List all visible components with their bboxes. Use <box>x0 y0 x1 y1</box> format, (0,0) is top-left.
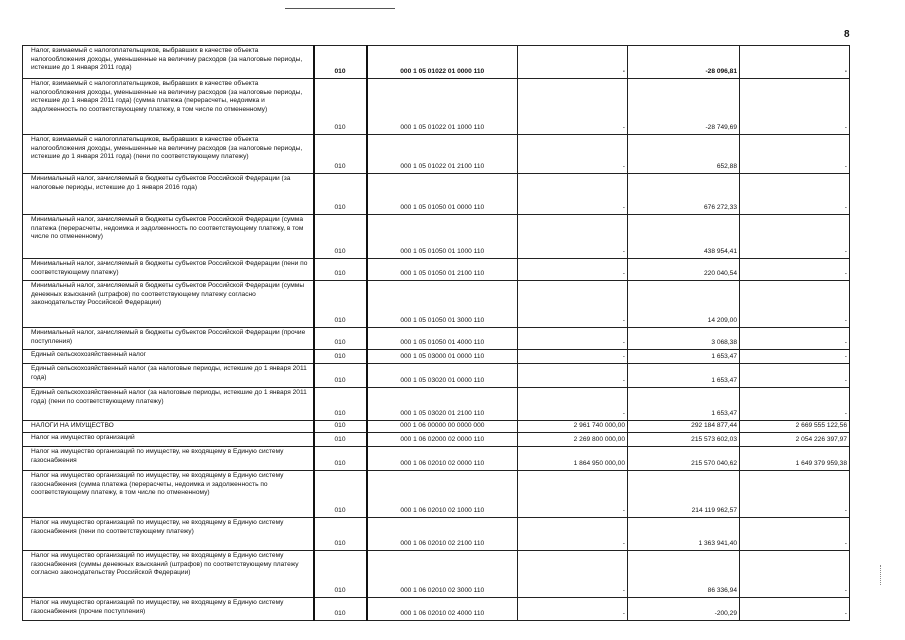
table-row <box>23 281 850 328</box>
line-code: 010 <box>314 518 367 551</box>
budget-code: 000 1 06 02000 02 0000 110 <box>367 433 518 447</box>
header-rule <box>285 8 395 9</box>
table-row <box>23 174 850 215</box>
table-row <box>23 433 850 447</box>
unexecuted-amount: - <box>740 551 850 598</box>
scan-artifact <box>880 565 882 585</box>
budget-code: 000 1 05 01050 01 4000 110 <box>367 328 518 350</box>
executed-amount: 14 209,00 <box>628 281 740 328</box>
table-row <box>23 46 850 79</box>
approved-amount: - <box>518 598 628 621</box>
unexecuted-amount: - <box>740 174 850 215</box>
unexecuted-amount: - <box>740 79 850 135</box>
executed-amount: 3 068,38 <box>628 328 740 350</box>
unexecuted-amount: - <box>740 215 850 259</box>
table-row <box>23 551 850 598</box>
line-code: 010 <box>314 215 367 259</box>
table-row <box>23 471 850 518</box>
executed-amount: 215 570 040,62 <box>628 447 740 471</box>
table-row <box>23 259 850 281</box>
line-code: 010 <box>314 79 367 135</box>
approved-amount: - <box>518 79 628 135</box>
line-code: 010 <box>314 259 367 281</box>
line-code: 010 <box>314 447 367 471</box>
line-code: 010 <box>314 281 367 328</box>
row-name: НАЛОГИ НА ИМУЩЕСТВО <box>23 421 314 433</box>
unexecuted-amount: - <box>740 471 850 518</box>
executed-amount: 215 573 602,03 <box>628 433 740 447</box>
approved-amount: - <box>518 328 628 350</box>
line-code: 010 <box>314 328 367 350</box>
row-name: Налог на имущество организаций по имуществу, не входящему в Единую систему газоснабжения (суммы денежных взысканий (штрафов) по соответствующему платежу согласно законодательству Российской Федерации) <box>23 551 314 598</box>
line-code: 010 <box>314 364 367 388</box>
approved-amount: - <box>518 46 628 79</box>
executed-amount: 1 653,47 <box>628 388 740 421</box>
budget-code: 000 1 05 03020 01 0000 110 <box>367 364 518 388</box>
budget-code: 000 1 06 02010 02 3000 110 <box>367 551 518 598</box>
executed-amount: 1 653,47 <box>628 350 740 364</box>
budget-code: 000 1 05 03000 01 0000 110 <box>367 350 518 364</box>
unexecuted-amount: - <box>740 388 850 421</box>
budget-code: 000 1 06 02010 02 0000 110 <box>367 447 518 471</box>
page-number: 8 <box>844 29 850 40</box>
budget-code: 000 1 06 00000 00 0000 000 <box>367 421 518 433</box>
executed-amount: 292 184 877,44 <box>628 421 740 433</box>
row-name: Налог, взимаемый с налогоплательщиков, выбравших в качестве объекта налогообложения доходы, уменьшенные на величину расходов (за налоговые периоды, истекшие до 1 января 2011 года) (сумма платежа (перерасчеты, недоимка и задолженность по соответствующему платежу, в том числе по отмененному) <box>23 79 314 135</box>
table-row <box>23 364 850 388</box>
budget-code: 000 1 05 01022 01 0000 110 <box>367 46 518 79</box>
approved-amount: - <box>518 388 628 421</box>
row-name: Налог на имущество организаций по имуществу, не входящему в Единую систему газоснабжения (пени по соответствующему платежу) <box>23 518 314 551</box>
approved-amount: - <box>518 518 628 551</box>
table-row <box>23 388 850 421</box>
table-row <box>23 518 850 551</box>
row-name: Минимальный налог, зачисляемый в бюджеты субъектов Российской Федерации (прочие поступления) <box>23 328 314 350</box>
executed-amount: -200,29 <box>628 598 740 621</box>
unexecuted-amount: 1 649 379 959,38 <box>740 447 850 471</box>
row-name: Единый сельскохозяйственный налог <box>23 350 314 364</box>
line-code: 010 <box>314 551 367 598</box>
row-name: Налог на имущество организаций по имуществу, не входящему в Единую систему газоснабжения (сумма платежа (перерасчеты, недоимка и задолженность по соответствующему платежу, в том числе по отмененному) <box>23 471 314 518</box>
line-code: 010 <box>314 598 367 621</box>
unexecuted-amount: - <box>740 46 850 79</box>
executed-amount: 1 653,47 <box>628 364 740 388</box>
approved-amount: 2 269 800 000,00 <box>518 433 628 447</box>
executed-amount: 214 119 962,57 <box>628 471 740 518</box>
budget-code: 000 1 05 01022 01 2100 110 <box>367 135 518 174</box>
unexecuted-amount: - <box>740 328 850 350</box>
executed-amount: 438 954,41 <box>628 215 740 259</box>
unexecuted-amount: - <box>740 364 850 388</box>
unexecuted-amount: 2 054 226 397,97 <box>740 433 850 447</box>
unexecuted-amount: - <box>740 135 850 174</box>
approved-amount: - <box>518 215 628 259</box>
budget-code: 000 1 06 02010 02 2100 110 <box>367 518 518 551</box>
unexecuted-amount: - <box>740 259 850 281</box>
budget-code: 000 1 05 01022 01 1000 110 <box>367 79 518 135</box>
row-name: Налог, взимаемый с налогоплательщиков, выбравших в качестве объекта налогообложения доходы, уменьшенные на величину расходов (за налоговые периоды, истекшие до 1 января 2011 года) <box>23 46 314 79</box>
approved-amount: 1 864 950 000,00 <box>518 447 628 471</box>
row-name: Минимальный налог, зачисляемый в бюджеты субъектов Российской Федерации (пени по соответствующему платежу) <box>23 259 314 281</box>
row-name: Единый сельскохозяйственный налог (за налоговые периоды, истекшие до 1 января 2011 года) (пени по соответствующему платежу) <box>23 388 314 421</box>
approved-amount: - <box>518 364 628 388</box>
budget-code: 000 1 05 01050 01 2100 110 <box>367 259 518 281</box>
approved-amount: - <box>518 350 628 364</box>
unexecuted-amount: - <box>740 598 850 621</box>
executed-amount: 86 336,94 <box>628 551 740 598</box>
approved-amount: - <box>518 471 628 518</box>
line-code: 010 <box>314 46 367 79</box>
table-row <box>23 350 850 364</box>
executed-amount: 652,88 <box>628 135 740 174</box>
row-name: Налог на имущество организаций по имуществу, не входящему в Единую систему газоснабжения <box>23 447 314 471</box>
unexecuted-amount: - <box>740 350 850 364</box>
budget-code: 000 1 05 01050 01 3000 110 <box>367 281 518 328</box>
line-code: 010 <box>314 135 367 174</box>
budget-code: 000 1 05 01050 01 0000 110 <box>367 174 518 215</box>
line-code: 010 <box>314 174 367 215</box>
approved-amount: - <box>518 281 628 328</box>
unexecuted-amount: - <box>740 518 850 551</box>
row-name: Налог, взимаемый с налогоплательщиков, выбравших в качестве объекта налогообложения доходы, уменьшенные на величину расходов (за налоговые периоды, истекшие до 1 января 2011 года) (пени по соответствующему платежу) <box>23 135 314 174</box>
executed-amount: 676 272,33 <box>628 174 740 215</box>
table-row <box>23 79 850 135</box>
line-code: 010 <box>314 350 367 364</box>
table-row <box>23 421 850 433</box>
table-row <box>23 598 850 621</box>
row-name: Налог на имущество организаций по имуществу, не входящему в Единую систему газоснабжения (прочие поступления) <box>23 598 314 621</box>
table-row <box>23 447 850 471</box>
table-row <box>23 135 850 174</box>
line-code: 010 <box>314 471 367 518</box>
row-name: Минимальный налог, зачисляемый в бюджеты субъектов Российской Федерации (за налоговые периоды, истекшие до 1 января 2016 года) <box>23 174 314 215</box>
executed-amount: -28 749,69 <box>628 79 740 135</box>
table-row <box>23 328 850 350</box>
line-code: 010 <box>314 388 367 421</box>
row-name: Минимальный налог, зачисляемый в бюджеты субъектов Российской Федерации (суммы денежных взысканий (штрафов) по соответствующему платежу согласно законодательству Российской Федерации) <box>23 281 314 328</box>
line-code: 010 <box>314 433 367 447</box>
approved-amount: - <box>518 259 628 281</box>
table-row <box>23 215 850 259</box>
unexecuted-amount: - <box>740 281 850 328</box>
executed-amount: -28 096,81 <box>628 46 740 79</box>
budget-code: 000 1 06 02010 02 1000 110 <box>367 471 518 518</box>
approved-amount: - <box>518 174 628 215</box>
row-name: Минимальный налог, зачисляемый в бюджеты субъектов Российской Федерации (сумма платежа (перерасчеты, недоимка и задолженность по соответствующему платежу, в том числе по отмененному) <box>23 215 314 259</box>
budget-code: 000 1 05 01050 01 1000 110 <box>367 215 518 259</box>
row-name: Налог на имущество организаций <box>23 433 314 447</box>
unexecuted-amount: 2 669 555 122,56 <box>740 421 850 433</box>
budget-code: 000 1 05 03020 01 2100 110 <box>367 388 518 421</box>
approved-amount: - <box>518 551 628 598</box>
revenue-table <box>22 45 850 621</box>
line-code: 010 <box>314 421 367 433</box>
approved-amount: 2 961 740 000,00 <box>518 421 628 433</box>
row-name: Единый сельскохозяйственный налог (за налоговые периоды, истекшие до 1 января 2011 года) <box>23 364 314 388</box>
executed-amount: 1 363 941,40 <box>628 518 740 551</box>
approved-amount: - <box>518 135 628 174</box>
executed-amount: 220 040,54 <box>628 259 740 281</box>
budget-code: 000 1 06 02010 02 4000 110 <box>367 598 518 621</box>
